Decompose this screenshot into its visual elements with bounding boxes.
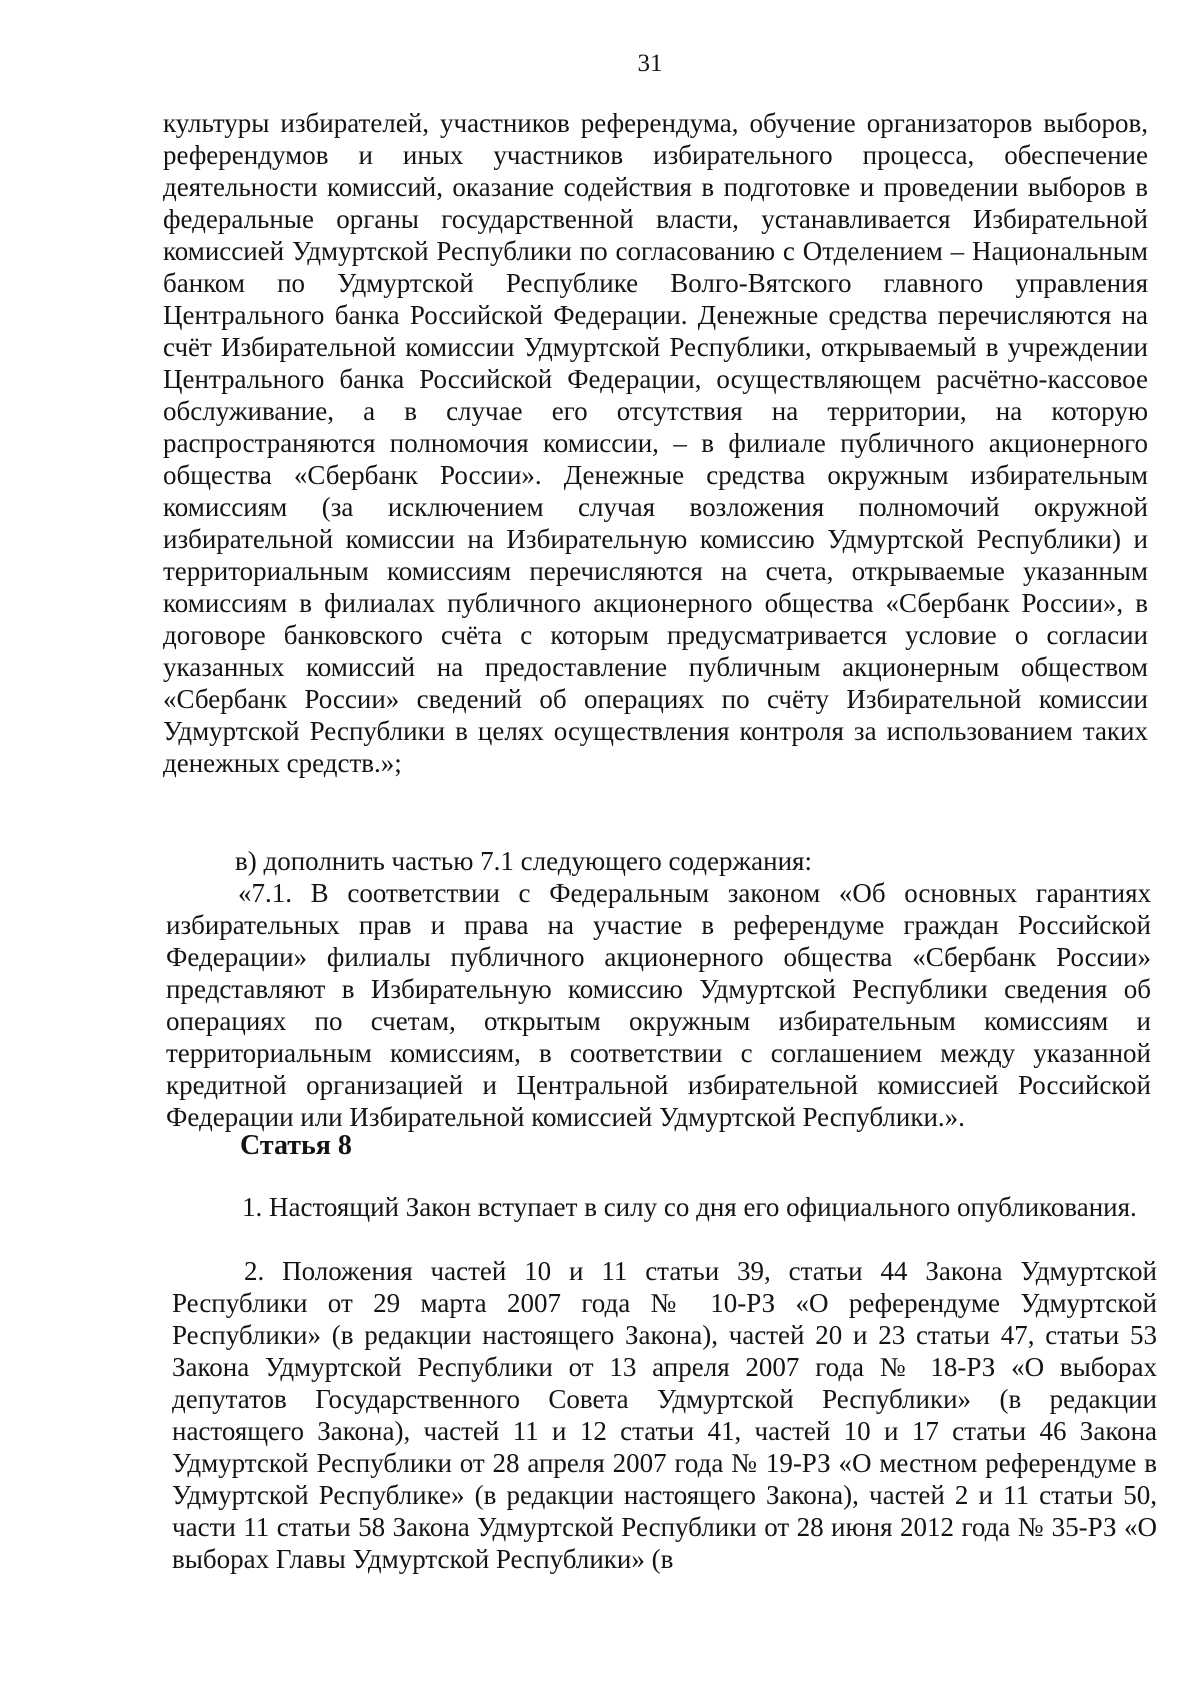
page-number: 31: [637, 50, 663, 77]
paragraph-article-8-part-2: 2. Положения частей 10 и 11 статьи 39, статьи 44 Закона Удмуртской Республики от 29 марта 2007 года № 10-РЗ «О референдуме Удмуртской Республики» (в редакции настоящего Закона), частей 20 и 23 статьи 47, статьи 53 Закона Удмуртской Республики от 13 апреля 2007 года № 18-РЗ «О выборах депутатов Государственного Совета Удмуртской Республики» (в редакции настоящего Закона), частей 11 и 12 статьи 41, частей 10 и 17 статьи 46 Закона Удмуртской Республики от 28 апреля 2007 года № 19-РЗ «О местном референдуме в Удмуртской Республике» (в редакции настоящего Закона), частей 2 и 11 статьи 50, части 11 статьи 58 Закона Удмуртской Республики от 28 июня 2012 года № 35-РЗ «О выборах Главы Удмуртской Республики» (в: [172, 1256, 1157, 1574]
paragraph-amendment-intro: в) дополнить частью 7.1 следующего содержания:: [235, 846, 812, 876]
paragraph-part-7-1: «7.1. В соответствии с Федеральным законом «Об основных гарантиях избирательных прав и права на участие в референдуме граждан Российской Федерации» филиалы публичного акционерного общества «Сбербанк России» представляют в Избирательную комиссию Удмуртской Республики сведения об операциях по счетам, открытым окружным избирательным комиссиям и территориальным комиссиям, в соответствии с соглашением между указанной кредитной организацией и Центральной избирательной комиссией Российской Федерации или Избирательной комиссией Удмуртской Республики.».: [166, 878, 1151, 1132]
paragraph-continuation: культуры избирателей, участников референдума, обучение организаторов выборов, референдумов и иных участников избирательного процесса, обеспечение деятельности комиссий, оказание содействия в подготовке и проведении выборов в федеральные органы государственной власти, устанавливается Избирательной комиссией Удмуртской Республики по согласованию с Отделением – Национальным банком по Удмуртской Республике Волго-Вятского главного управления Центрального банка Российской Федерации. Денежные средства перечисляются на счёт Избирательной комиссии Удмуртской Республики, открываемый в учреждении Центрального банка Российской Федерации, осуществляющем расчётно-кассовое обслуживание, а в случае его отсутствия на территории, на которую распространяются полномочия комиссии, – в филиале публичного акционерного общества «Сбербанк России». Денежные средства окружным избирательным комиссиям (за исключением случая возложения полномочий окружной избирательной комиссии на Избирательную комиссию Удмуртской Республики) и территориальным комиссиям перечисляются на счета, открываемые указанным комиссиям в филиалах публичного акционерного общества «Сбербанк России», в договоре банковского счёта с которым предусматривается условие о согласии указанных комиссий на предоставление публичным акционерным обществом «Сбербанк России» сведений об операциях по счёту Избирательной комиссии Удмуртской Республики в целях осуществления контроля за использованием таких денежных средств.»;: [163, 108, 1148, 778]
paragraph-article-8-part-1: 1. Настоящий Закон вступает в силу со дня его официального опубликования.: [242, 1192, 1137, 1222]
article-heading: Статья 8: [240, 1130, 352, 1161]
